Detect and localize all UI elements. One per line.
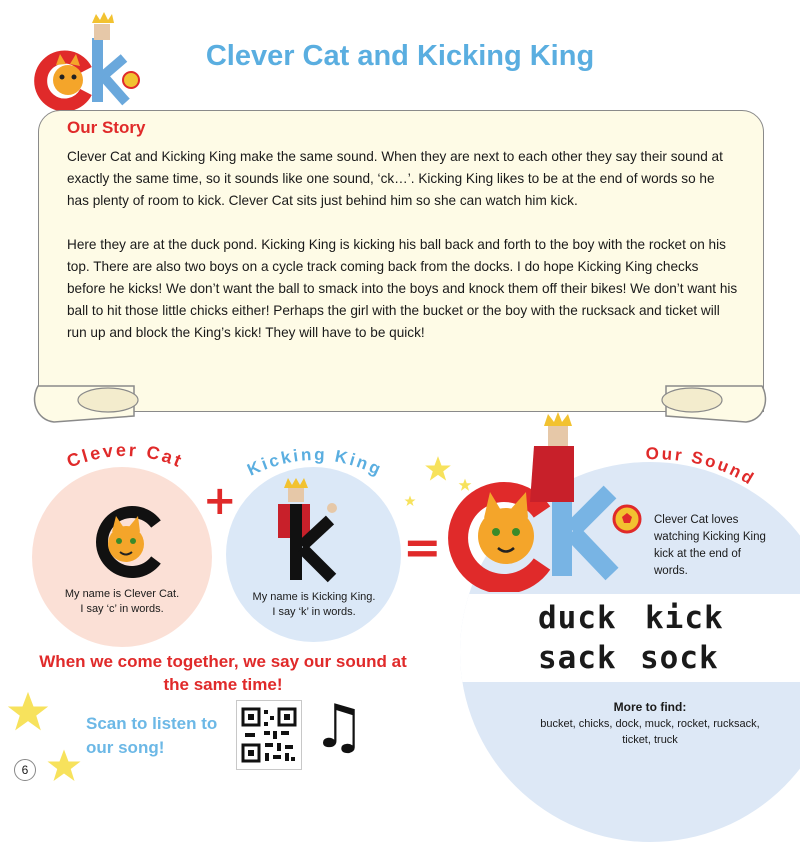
music-note-icon: ♫ [312, 692, 366, 762]
ck-logo-icon [28, 10, 143, 115]
clever-cat-label-text: Clever Cat [63, 439, 187, 472]
star-icon [404, 495, 416, 507]
svg-text:Kicking King [244, 445, 385, 480]
more-to-find-words: bucket, chicks, dock, muck, rocket, rucksack, ticket, truck [540, 718, 760, 746]
svg-text:Our Sound [646, 444, 759, 489]
clever-cat-caption-line2: I say ‘c’ in words. [80, 603, 164, 615]
plus-sign: + [203, 478, 237, 524]
kicking-king-caption [232, 590, 396, 620]
crown-icon [284, 478, 308, 488]
sound-word-sock: sock [640, 640, 719, 676]
story-text [67, 146, 739, 366]
star-icon [424, 455, 452, 483]
more-to-find-heading: More to find: [613, 700, 687, 714]
kicking-king-letter [270, 478, 360, 586]
star-icon [46, 748, 82, 784]
kicking-king-label-text: Kicking King [244, 444, 386, 480]
kicking-king-caption-line1: My name is Kicking King. [252, 591, 376, 603]
story-paragraph-1: Clever Cat and Kicking King make the same sound. When they are next to each other they say their sound at exactly the same time, so it sounds like one sound, ‘ck…’. Kicking King likes to be at the end of words so he has plenty of room to kick. Clever Cat sits just behind him so she can watch him kick. [67, 149, 723, 208]
sound-description: Clever Cat loves watching Kicking King kick at the end of words. [654, 514, 766, 577]
qr-code-icon [237, 701, 301, 769]
ball-icon [612, 504, 642, 534]
scroll-curl-left [30, 380, 140, 428]
page-number: 6 [14, 759, 36, 781]
sound-word-sack: sack [538, 640, 617, 676]
star-icon [458, 478, 472, 492]
sound-word-duck: duck [538, 600, 617, 636]
scan-message: Scan to listen to our song! [86, 714, 218, 757]
story-heading: Our Story [67, 118, 146, 137]
together-message: When we come together, we say our sound at the same time! [39, 652, 407, 694]
clever-cat-label [40, 432, 210, 482]
star-icon [6, 690, 50, 734]
scroll-curl-right [660, 380, 770, 428]
clever-cat-caption [40, 587, 204, 617]
story-paragraph-2: Here they are at the duck pond. Kicking King is kicking his ball back and forth to the boy with the rocket on his top. There are also two boys on a cycle track coming back from the docks. I do hope Kicking King checks before he kicks! We don’t want the ball to smack into the boys and knock them off their bikes! We don’t want his ball to hit those little chicks either! Perhaps the girl with the bucket or the boy with the rucksack and ticket will run up and block the King’s kick! They will have to be quick! [67, 237, 738, 340]
ck-big-letters [444, 412, 654, 592]
svg-text:Clever Cat [64, 440, 186, 472]
crown-icon [544, 412, 572, 426]
qr-code[interactable] [236, 700, 302, 770]
our-sound-label-text: Our Sound [645, 444, 759, 490]
kicking-king-caption-line2: I say ‘k’ in words. [272, 606, 356, 618]
sound-word-kick: kick [645, 600, 724, 636]
equals-sign: = [403, 520, 442, 574]
page-title: Clever Cat and Kicking King [205, 40, 595, 72]
clever-cat-caption-line1: My name is Clever Cat. [64, 588, 180, 600]
sound-words-band [460, 594, 800, 682]
clever-cat-letter [88, 500, 168, 580]
